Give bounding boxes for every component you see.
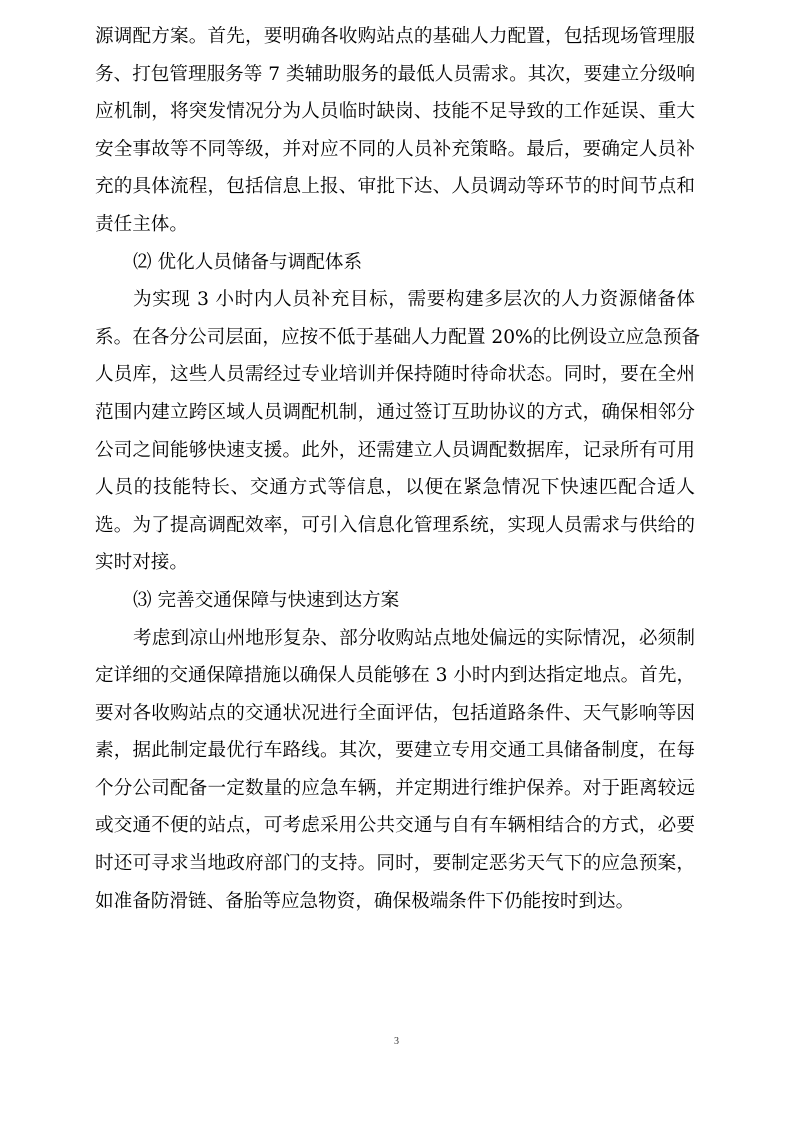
text-line: 应机制，将突发情况分为人员临时缺岗、技能不足导致的工作延误、重大 [95,101,695,123]
text-line: 安全事故等不同等级，并对应不同的人员补充策略。最后，要确定人员补 [95,138,695,160]
text-line: 范围内建立跨区域人员调配机制，通过签订互助协议的方式，确保相邻分 [95,401,695,423]
text-line: 公司之间能够快速支援。此外，还需建立人员调配数据库，记录所有可用 [95,439,695,461]
text-line: 充的具体流程，包括信息上报、审批下达、人员调动等环节的时间节点和 [95,176,695,198]
text-line: 个分公司配备一定数量的应急车辆，并定期进行维护保养。对于距离较远 [95,777,695,799]
paragraph-staffing-plan-continued [95,18,695,244]
text-line: 实时对接。 [95,552,188,574]
text-line: 素，据此制定最优行车路线。其次，要建立专用交通工具储备制度，在每 [95,740,695,762]
text-line: 责任主体。 [95,213,188,235]
text-line: 定详细的交通保障措施以确保人员能够在 3 小时内到达指定地点。首先， [95,665,696,687]
section-heading-2: ⑵ 优化人员储备与调配体系 [133,251,363,273]
paragraph-personnel-reserve [95,281,701,582]
text-line: 人员库，这些人员需经过专业培训并保持随时待命状态。同时，要在全州 [95,364,695,386]
text-line: 系。在各分公司层面，应按不低于基础人力配置 20%的比例设立应急预备 [95,326,701,348]
text-line: 源调配方案。首先，要明确各收购站点的基础人力配置，包括现场管理服 [95,26,695,47]
text-line: 务、打包管理服务等 7 类辅助服务的最低人员需求。其次，要建立分级响 [95,63,696,85]
text-line: 时还可寻求当地政府部门的支持。同时，要制定恶劣天气下的应急预案， [95,853,695,875]
text-line: 为实现 3 小时内人员补充目标，需要构建多层次的人力资源储备体 [133,289,695,311]
text-line: 或交通不便的站点，可考虑采用公共交通与自有车辆相结合的方式，必要 [95,815,695,837]
text-line: 选。为了提高调配效率，可引入信息化管理系统，实现人员需求与供给的 [95,514,695,536]
text-line: 要对各收购站点的交通状况进行全面评估，包括道路条件、天气影响等因 [95,702,695,724]
section-heading-3: ⑶ 完善交通保障与快速到达方案 [133,589,400,611]
text-line: 考虑到凉山州地形复杂、部分收购站点地处偏远的实际情况，必须制 [133,627,695,649]
text-line: 人员的技能特长、交通方式等信息，以便在紧急情况下快速匹配合适人 [95,477,695,499]
page-number: 3 [394,1036,399,1047]
text-line: 如准备防滑链、备胎等应急物资，确保极端条件下仍能按时到达。 [95,890,635,912]
page-body [95,18,701,920]
paragraph-transport-plan [95,620,695,921]
